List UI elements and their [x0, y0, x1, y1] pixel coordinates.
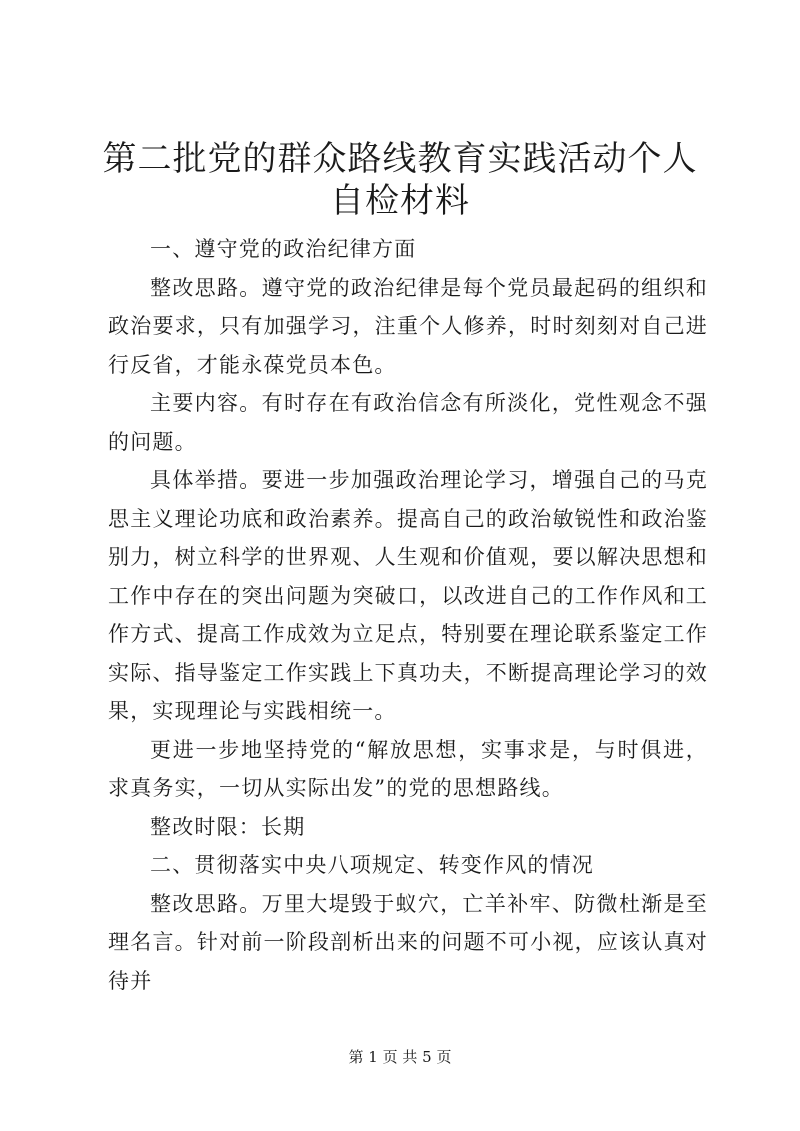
paragraph-specific-measures: 具体举措。要进一步加强政治理论学习，增强自己的马克思主义理论功底和政治素养。提高自己的政治敏锐性和政治鉴别力，树立科学的世界观、人生观和价值观，要以解决思想和工作中存在的突出问题为突破口，以改进自己的工作作风和工作方式、提高工作成效为立足点，特别要在理论联系鉴定工作实际、指导鉴定工作实践上下真功夫，不断提高理论学习的效果，实现理论与实践相统一。 — [108, 468, 708, 723]
page-footer: 第 1 页 共 5 页 — [348, 1048, 452, 1066]
paragraph-rectification-approach-2: 整改思路。万里大堤毁于蚁穴，亡羊补牢、防微杜渐是至理名言。针对前一阶段剖析出来的问题不可小视，应该认真对待并 — [108, 891, 708, 993]
document-body — [108, 230, 708, 1000]
document-title: 第二批党的群众路线教育实践活动个人自检材料 — [102, 139, 698, 221]
paragraph-ideological-line: 更进一步地坚持党的“解放思想，实事求是，与时俱进，求真务实，一切从实际出发”的党的思想路线。 — [108, 737, 708, 800]
section-heading-1: 一、遵守党的政治纪律方面 — [150, 237, 417, 261]
paragraph-rectification-approach-1: 整改思路。遵守党的政治纪律是每个党员最起码的组织和政治要求，只有加强学习，注重个人修养，时时刻刻对自己进行反省，才能永葆党员本色。 — [108, 275, 708, 377]
paragraph-main-content: 主要内容。有时存在有政治信念有所淡化，党性观念不强的问题。 — [108, 391, 708, 454]
section-heading-2: 二、贯彻落实中央八项规定、转变作风的情况 — [150, 853, 594, 877]
paragraph-deadline: 整改时限：长期 — [150, 814, 306, 839]
